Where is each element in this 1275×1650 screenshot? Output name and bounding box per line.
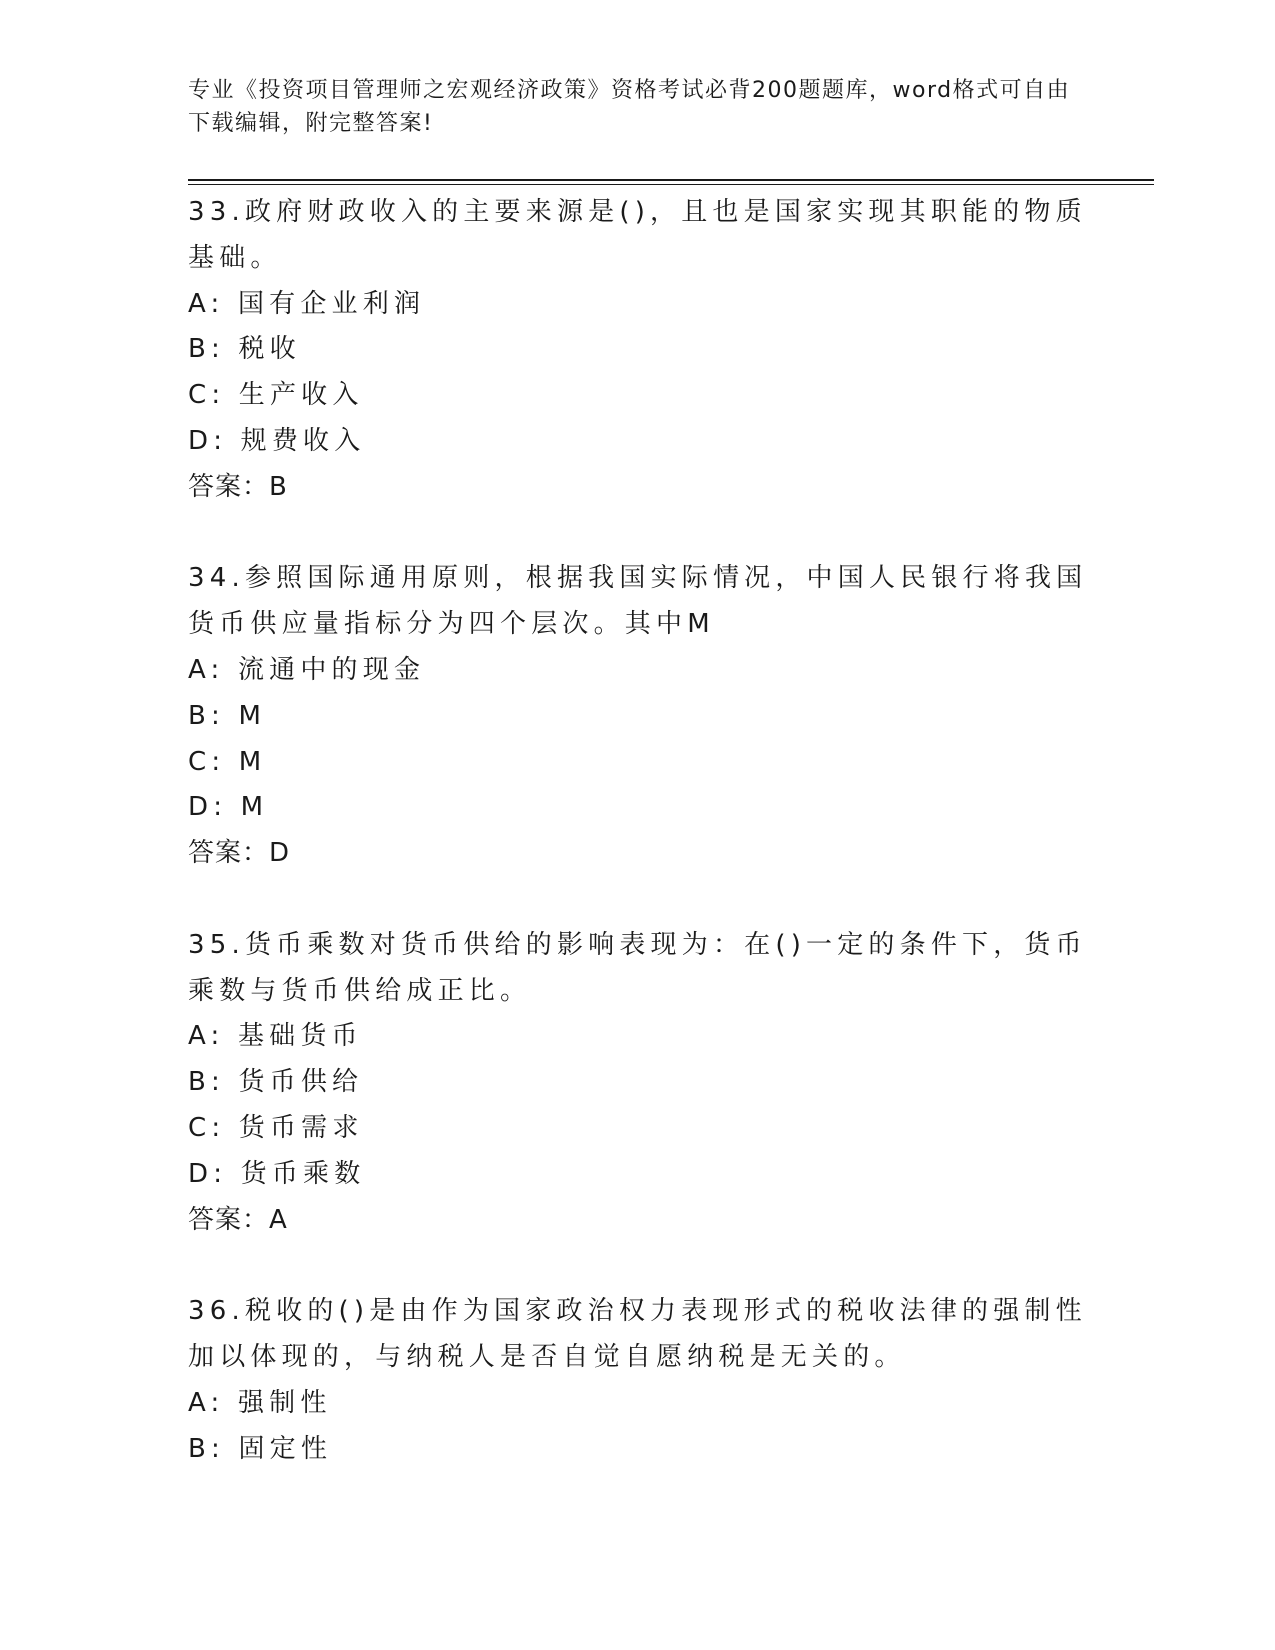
option-a: A: 基础货币 [188, 1021, 363, 1052]
answer: 答案：B [188, 471, 288, 502]
question-35 [188, 923, 1088, 1244]
option-b: B: 税收 [188, 334, 301, 365]
option-b: B: M [188, 700, 267, 731]
option-b: B: 货币供给 [188, 1067, 364, 1098]
option-c: C: M [188, 746, 267, 777]
option-c: C: 生产收入 [188, 380, 364, 411]
option-a: A: 流通中的现金 [188, 654, 426, 685]
question-gap [188, 511, 1088, 557]
answer: 答案：A [188, 1204, 288, 1235]
question-gap [188, 877, 1088, 923]
question-gap [188, 1243, 1088, 1289]
option-d: D: 货币乘数 [188, 1158, 366, 1189]
option-d: D: 规费收入 [188, 425, 366, 456]
header-rule-thin [188, 184, 1154, 185]
question-text: 34.参照国际通用原则，根据我国实际情况，中国人民银行将我国货币供应量指标分为四个层次。其中M [188, 563, 1088, 640]
option-a: A: 国有企业利润 [188, 288, 426, 319]
question-list [188, 190, 1088, 1472]
question-text: 36.税收的()是由作为国家政治权力表现形式的税收法律的强制性加以体现的，与纳税人是否自觉自愿纳税是无关的。 [188, 1296, 1087, 1372]
header-rule-thick [188, 179, 1154, 181]
question-34 [188, 556, 1088, 877]
option-d: D: M [188, 792, 269, 823]
option-c: C: 货币需求 [188, 1112, 364, 1143]
option-b: B: 固定性 [188, 1433, 333, 1464]
question-33 [188, 190, 1088, 511]
answer: 答案：D [188, 838, 291, 869]
option-a: A: 强制性 [188, 1387, 332, 1418]
document-header: 专业《投资项目管理师之宏观经济政策》资格考试必背200题题库，word格式可自由下载编辑，附完整答案! [188, 78, 1071, 136]
question-text: 33.政府财政收入的主要来源是()，且也是国家实现其职能的物质基础。 [188, 197, 1087, 273]
question-36 [188, 1289, 1088, 1472]
question-text: 35.货币乘数对货币供给的影响表现为：在()一定的条件下，货币乘数与货币供给成正比。 [188, 929, 1087, 1006]
